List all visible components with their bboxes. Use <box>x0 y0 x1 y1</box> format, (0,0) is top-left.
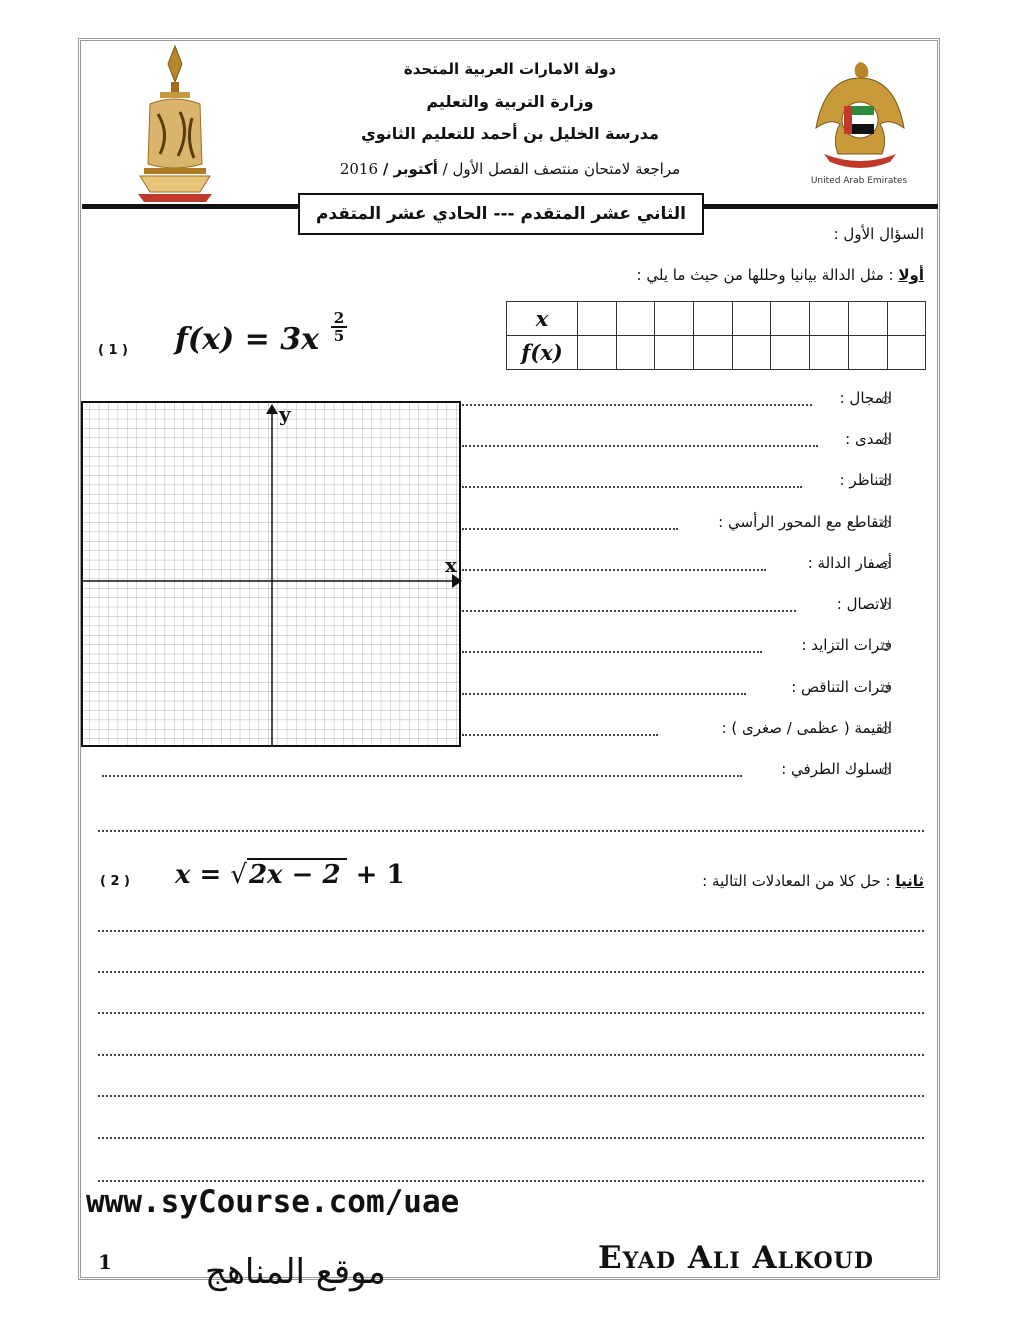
part2-instruction <box>702 872 924 890</box>
table-cell[interactable] <box>616 336 655 370</box>
table-row-fx <box>507 336 926 370</box>
graph-y-label: y <box>279 402 291 426</box>
equation-2-rhs: + 1 <box>355 860 405 890</box>
answer-line[interactable] <box>98 930 924 932</box>
bullet-icon <box>882 520 890 528</box>
table-cell[interactable] <box>732 302 771 336</box>
answer-line[interactable] <box>462 486 802 488</box>
table-cell[interactable] <box>732 336 771 370</box>
answer-line[interactable] <box>462 569 766 571</box>
exam-title: مراجعة لامتحان منتصف الفصل الأول / <box>442 160 681 178</box>
part1-instruction <box>637 266 924 284</box>
table-fx-label: f(x) <box>507 336 578 370</box>
answer-line[interactable] <box>462 404 812 406</box>
ministry-name: وزارة التربية والتعليم <box>426 92 594 111</box>
answer-line[interactable] <box>98 1012 924 1014</box>
question1-heading: السؤال الأول : <box>833 225 924 243</box>
part1-label: أولا <box>898 266 924 284</box>
property-label: المدى : <box>845 430 892 448</box>
answer-line[interactable] <box>462 651 762 653</box>
bullet-icon <box>882 726 890 734</box>
bullet-icon <box>882 437 890 445</box>
table-cell[interactable] <box>616 302 655 336</box>
exponent-numerator: 2 <box>331 310 347 328</box>
table-cell[interactable] <box>578 302 617 336</box>
exam-line <box>310 160 710 178</box>
exponent-denominator: 5 <box>333 327 345 345</box>
equation-1 <box>175 309 345 357</box>
table-cell[interactable] <box>848 336 887 370</box>
bullet-icon <box>882 561 890 569</box>
answer-line[interactable] <box>462 445 818 447</box>
country-name: دولة الامارات العربية المتحدة <box>403 60 617 78</box>
answer-line[interactable] <box>98 1180 924 1182</box>
school-name: مدرسة الخليل بن أحمد للتعليم الثانوي <box>361 124 659 143</box>
part1-text: : مثل الدالة بيانيا وحللها من حيث ما يلي : <box>636 266 899 284</box>
table-cell[interactable] <box>694 336 733 370</box>
answer-line[interactable] <box>98 971 924 973</box>
answer-line[interactable] <box>462 610 796 612</box>
part2-label: ثانيا <box>895 872 924 890</box>
answer-line[interactable] <box>462 528 678 530</box>
property-label: القيمة ( عظمى / صغرى ) : <box>721 719 892 737</box>
table-cell[interactable] <box>771 336 810 370</box>
answer-line[interactable] <box>98 830 924 832</box>
bullet-icon <box>882 602 890 610</box>
answer-line[interactable] <box>462 693 746 695</box>
equation-2-radicand: 2x − 2 <box>247 858 347 890</box>
site-watermark: موقع المناهج <box>205 1252 386 1292</box>
property-label: السلوك الطرفي : <box>781 760 892 778</box>
table-cell[interactable] <box>848 302 887 336</box>
property-label: التناظر : <box>839 471 892 489</box>
sqrt-icon: √ <box>230 860 247 890</box>
table-cell[interactable] <box>771 302 810 336</box>
table-cell[interactable] <box>694 302 733 336</box>
equation-2 <box>175 860 405 890</box>
graph-grid[interactable] <box>80 400 464 750</box>
equation-2-lhs: x = <box>175 860 231 890</box>
question2-number: ( 2 ) <box>100 874 130 889</box>
table-cell[interactable] <box>810 336 849 370</box>
property-label: فترات التناقص : <box>791 678 892 696</box>
page-number: 1 <box>98 1250 112 1274</box>
bullet-icon <box>882 767 890 775</box>
grid-area[interactable] <box>82 402 460 746</box>
equation-1-exponent <box>331 310 347 344</box>
graph-x-label: x <box>445 553 457 577</box>
answer-line[interactable] <box>98 1054 924 1056</box>
answer-line[interactable] <box>98 1095 924 1097</box>
school-logo <box>130 44 220 204</box>
property-label: المجال : <box>839 389 892 407</box>
exam-month: أكتوبر / <box>382 160 438 178</box>
emblem-caption: United Arab Emirates <box>810 176 908 186</box>
value-table <box>506 301 926 370</box>
answer-line[interactable] <box>462 734 658 736</box>
table-cell[interactable] <box>655 336 694 370</box>
property-label: التقاطع مع المحور الرأسي : <box>718 513 892 531</box>
bullet-icon <box>882 643 890 651</box>
property-label: الاتصال : <box>836 595 892 613</box>
website-url[interactable]: www.syCourse.com/uae <box>86 1184 460 1220</box>
answer-line[interactable] <box>102 775 742 777</box>
bullet-icon <box>882 478 890 486</box>
table-cell[interactable] <box>887 336 926 370</box>
table-cell[interactable] <box>810 302 849 336</box>
answer-line[interactable] <box>98 1137 924 1139</box>
table-x-label: x <box>507 302 578 336</box>
page-title: الثاني عشر المتقدم --- الحادي عشر المتقدم <box>298 193 704 235</box>
property-label: أصفار الدالة : <box>807 554 892 572</box>
bullet-icon <box>882 396 890 404</box>
table-cell[interactable] <box>578 336 617 370</box>
table-cell[interactable] <box>887 302 926 336</box>
author-name: Eyad Ali Alkoud <box>598 1240 874 1276</box>
property-label: فترات التزايد : <box>801 636 892 654</box>
table-row-x <box>507 302 926 336</box>
equation-1-base: f(x) = 3x <box>175 322 319 357</box>
exam-year: 2016 <box>339 160 379 178</box>
table-cell[interactable] <box>655 302 694 336</box>
part2-text: : حل كلا من المعادلات التالية : <box>702 872 896 890</box>
uae-emblem <box>810 58 910 170</box>
question1-number: ( 1 ) <box>98 343 128 358</box>
bullet-icon <box>882 685 890 693</box>
